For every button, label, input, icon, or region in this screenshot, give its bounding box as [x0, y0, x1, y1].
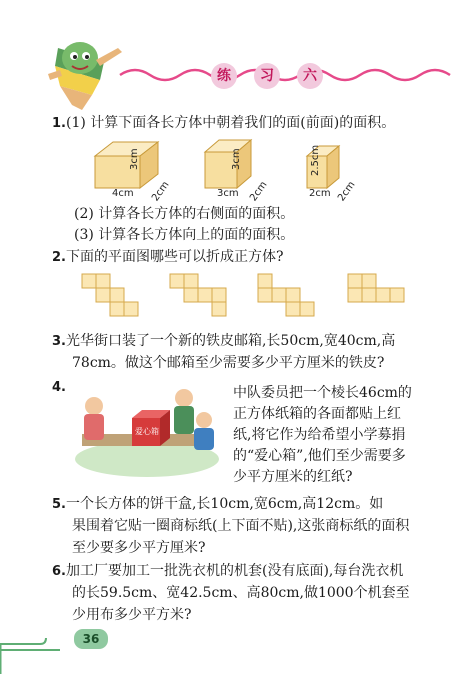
question-number: 3. — [52, 334, 66, 349]
question-number: 6. — [52, 564, 66, 579]
cube-net-2 — [170, 274, 226, 316]
box-diagrams — [85, 138, 465, 200]
question-4-number — [52, 376, 66, 399]
box3-length-label: 2cm — [309, 188, 331, 199]
q3-line1: 光华街口装了一个新的铁皮邮箱,长50cm,宽40cm,高 — [65, 333, 396, 349]
pencil-mascot-icon — [48, 42, 122, 110]
page-number: 36 — [74, 629, 108, 649]
question-5 — [52, 493, 383, 516]
box2-depth-label: 2cm — [248, 179, 270, 204]
decorative-wave — [120, 70, 450, 80]
cube-net-1 — [82, 274, 138, 316]
box3-depth-label: 2cm — [336, 179, 358, 204]
cube-net-3 — [258, 274, 314, 316]
q3-line2: 78cm。做这个邮箱至少需要多少平方厘米的铁皮? — [72, 355, 385, 371]
question-number: 2. — [52, 250, 66, 265]
q4-line3: 纸,将它作为给希望小学募捐 — [233, 427, 406, 443]
box2-height-label: 3cm — [231, 148, 242, 170]
title-char-3: 六 — [297, 63, 323, 89]
box1-length-label: 4cm — [112, 188, 134, 199]
header-banner — [0, 0, 475, 110]
cube-net-4 — [348, 274, 404, 302]
title-char-1: 练 — [211, 63, 237, 89]
question-number: 5. — [52, 497, 66, 512]
q1-part3: (3) 计算各长方体向上的面的面积。 — [74, 227, 295, 243]
cuboid-2 — [205, 140, 251, 188]
box1-height-label: 3cm — [129, 148, 140, 170]
question-number: 4. — [52, 380, 66, 395]
q6-line1: 加工厂要加工一批洗衣机的机套(没有底面),每台洗衣机 — [65, 563, 404, 579]
footer-decoration — [0, 628, 475, 674]
title-char-2: 习 — [254, 63, 280, 89]
q5-line2: 果围着它贴一圈商标纸(上下面不贴),这张商标纸的面积 — [72, 518, 410, 534]
q2-text: 下面的平面图哪些可以折成正方体? — [65, 249, 284, 265]
q5-line1: 一个长方体的饼干盒,长10cm,宽6cm,高12cm。如 — [65, 496, 384, 512]
question-number: 1. — [52, 116, 66, 131]
cube-nets — [80, 272, 420, 322]
q1-part2: (2) 计算各长方体的右侧面的面积。 — [74, 206, 295, 222]
q4-line4: 的“爱心箱”,他们至少需要多 — [233, 448, 406, 464]
q4-line2: 正方体纸箱的各面都贴上红 — [233, 406, 401, 422]
box1-depth-label: 2cm — [150, 179, 172, 204]
question-1 — [52, 112, 395, 135]
question-2 — [52, 246, 284, 269]
q6-line2: 的长59.5cm、宽42.5cm、高80cm,做1000个机套至 — [72, 585, 410, 601]
q5-line3: 至少要多少平方厘米? — [72, 540, 206, 556]
q4-line1: 中队委员把一个棱长46cm的 — [233, 385, 412, 401]
question-6 — [52, 560, 403, 583]
question-3 — [52, 330, 395, 353]
donation-box-label: 爱心箱 — [135, 427, 159, 436]
box2-length-label: 3cm — [217, 188, 239, 199]
donation-box-illustration — [72, 384, 222, 480]
box3-height-label: 2.5cm — [310, 144, 321, 176]
q4-line5: 少平方厘米的红纸? — [233, 469, 353, 485]
q6-line3: 少用布多少平方米? — [72, 607, 192, 623]
q1-part1: (1) 计算下面各长方体中朝着我们的面(前面)的面积。 — [65, 115, 396, 131]
cuboid-1 — [95, 142, 158, 188]
